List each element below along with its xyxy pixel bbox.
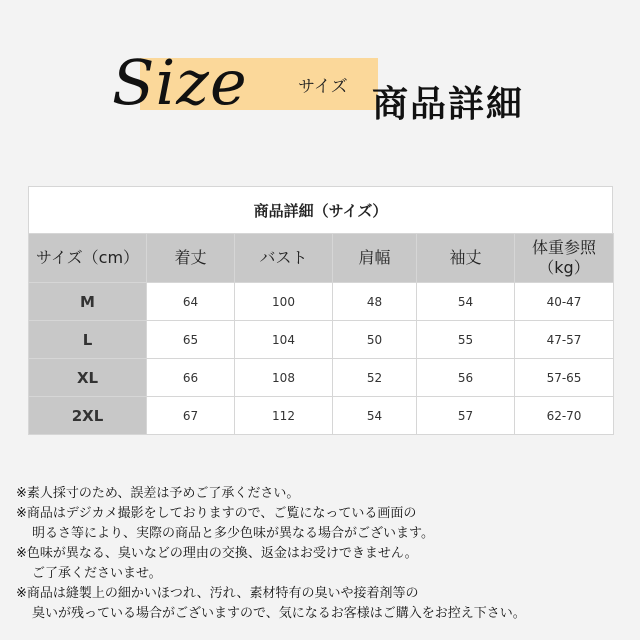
table-cell: 52: [333, 359, 417, 397]
column-header: 着丈: [147, 234, 235, 283]
size-label-cell: L: [29, 321, 147, 359]
note-line: 臭いが残っている場合がございますので、気になるお客様はご購入をお控え下さい。: [32, 606, 526, 621]
table-header-row: [29, 234, 614, 283]
table-cell: 57: [417, 397, 515, 435]
column-header: 袖丈: [417, 234, 515, 283]
table-cell: 56: [417, 359, 515, 397]
note-line: ※素人採寸のため、誤差は予めご了承ください。: [16, 486, 300, 501]
column-header: バスト: [235, 234, 333, 283]
table-cell: 50: [333, 321, 417, 359]
size-label-cell: 2XL: [29, 397, 147, 435]
table-cell: 108: [235, 359, 333, 397]
column-header: 肩幅: [333, 234, 417, 283]
table-cell: 47-57: [515, 321, 614, 359]
page-header: [0, 0, 640, 160]
table-cell: 67: [147, 397, 235, 435]
table-title: 商品詳細（サイズ）: [28, 186, 613, 233]
note-line: ※色味が異なる、臭いなどの理由の交換、返金はお受けできません。: [16, 546, 418, 561]
page-title: 商品詳細: [372, 84, 525, 125]
table-row: [29, 359, 614, 397]
table-cell: 48: [333, 283, 417, 321]
table-cell: 57-65: [515, 359, 614, 397]
size-script-title: Size: [112, 46, 248, 119]
size-label-cell: XL: [29, 359, 147, 397]
table-cell: 64: [147, 283, 235, 321]
note-line: ご了承くださいませ。: [32, 566, 162, 581]
table-row: [29, 397, 614, 435]
note-line: ※商品はデジカメ撮影をしておりますので、ご覧になっている画面の: [16, 506, 417, 521]
table-cell: 40-47: [515, 283, 614, 321]
column-header: サイズ（cm）: [29, 234, 147, 283]
table-row: [29, 321, 614, 359]
note-line: 明るさ等により、実際の商品と多少色味が異なる場合がございます。: [32, 526, 434, 541]
table-cell: 54: [333, 397, 417, 435]
note-line: ※商品は縫製上の細かいほつれ、汚れ、素材特有の臭いや接着剤等の: [16, 586, 419, 601]
table-cell: 104: [235, 321, 333, 359]
column-header: 体重参照 （kg）: [515, 234, 614, 283]
table-cell: 65: [147, 321, 235, 359]
table-cell: 54: [417, 283, 515, 321]
table-cell: 100: [235, 283, 333, 321]
size-label-cell: M: [29, 283, 147, 321]
size-table: [28, 233, 614, 435]
size-subtitle: サイズ: [298, 77, 348, 97]
table-cell: 55: [417, 321, 515, 359]
table-cell: 62-70: [515, 397, 614, 435]
table-cell: 66: [147, 359, 235, 397]
notes-section: [16, 484, 631, 624]
size-table-container: [28, 186, 613, 435]
table-row: [29, 283, 614, 321]
table-cell: 112: [235, 397, 333, 435]
